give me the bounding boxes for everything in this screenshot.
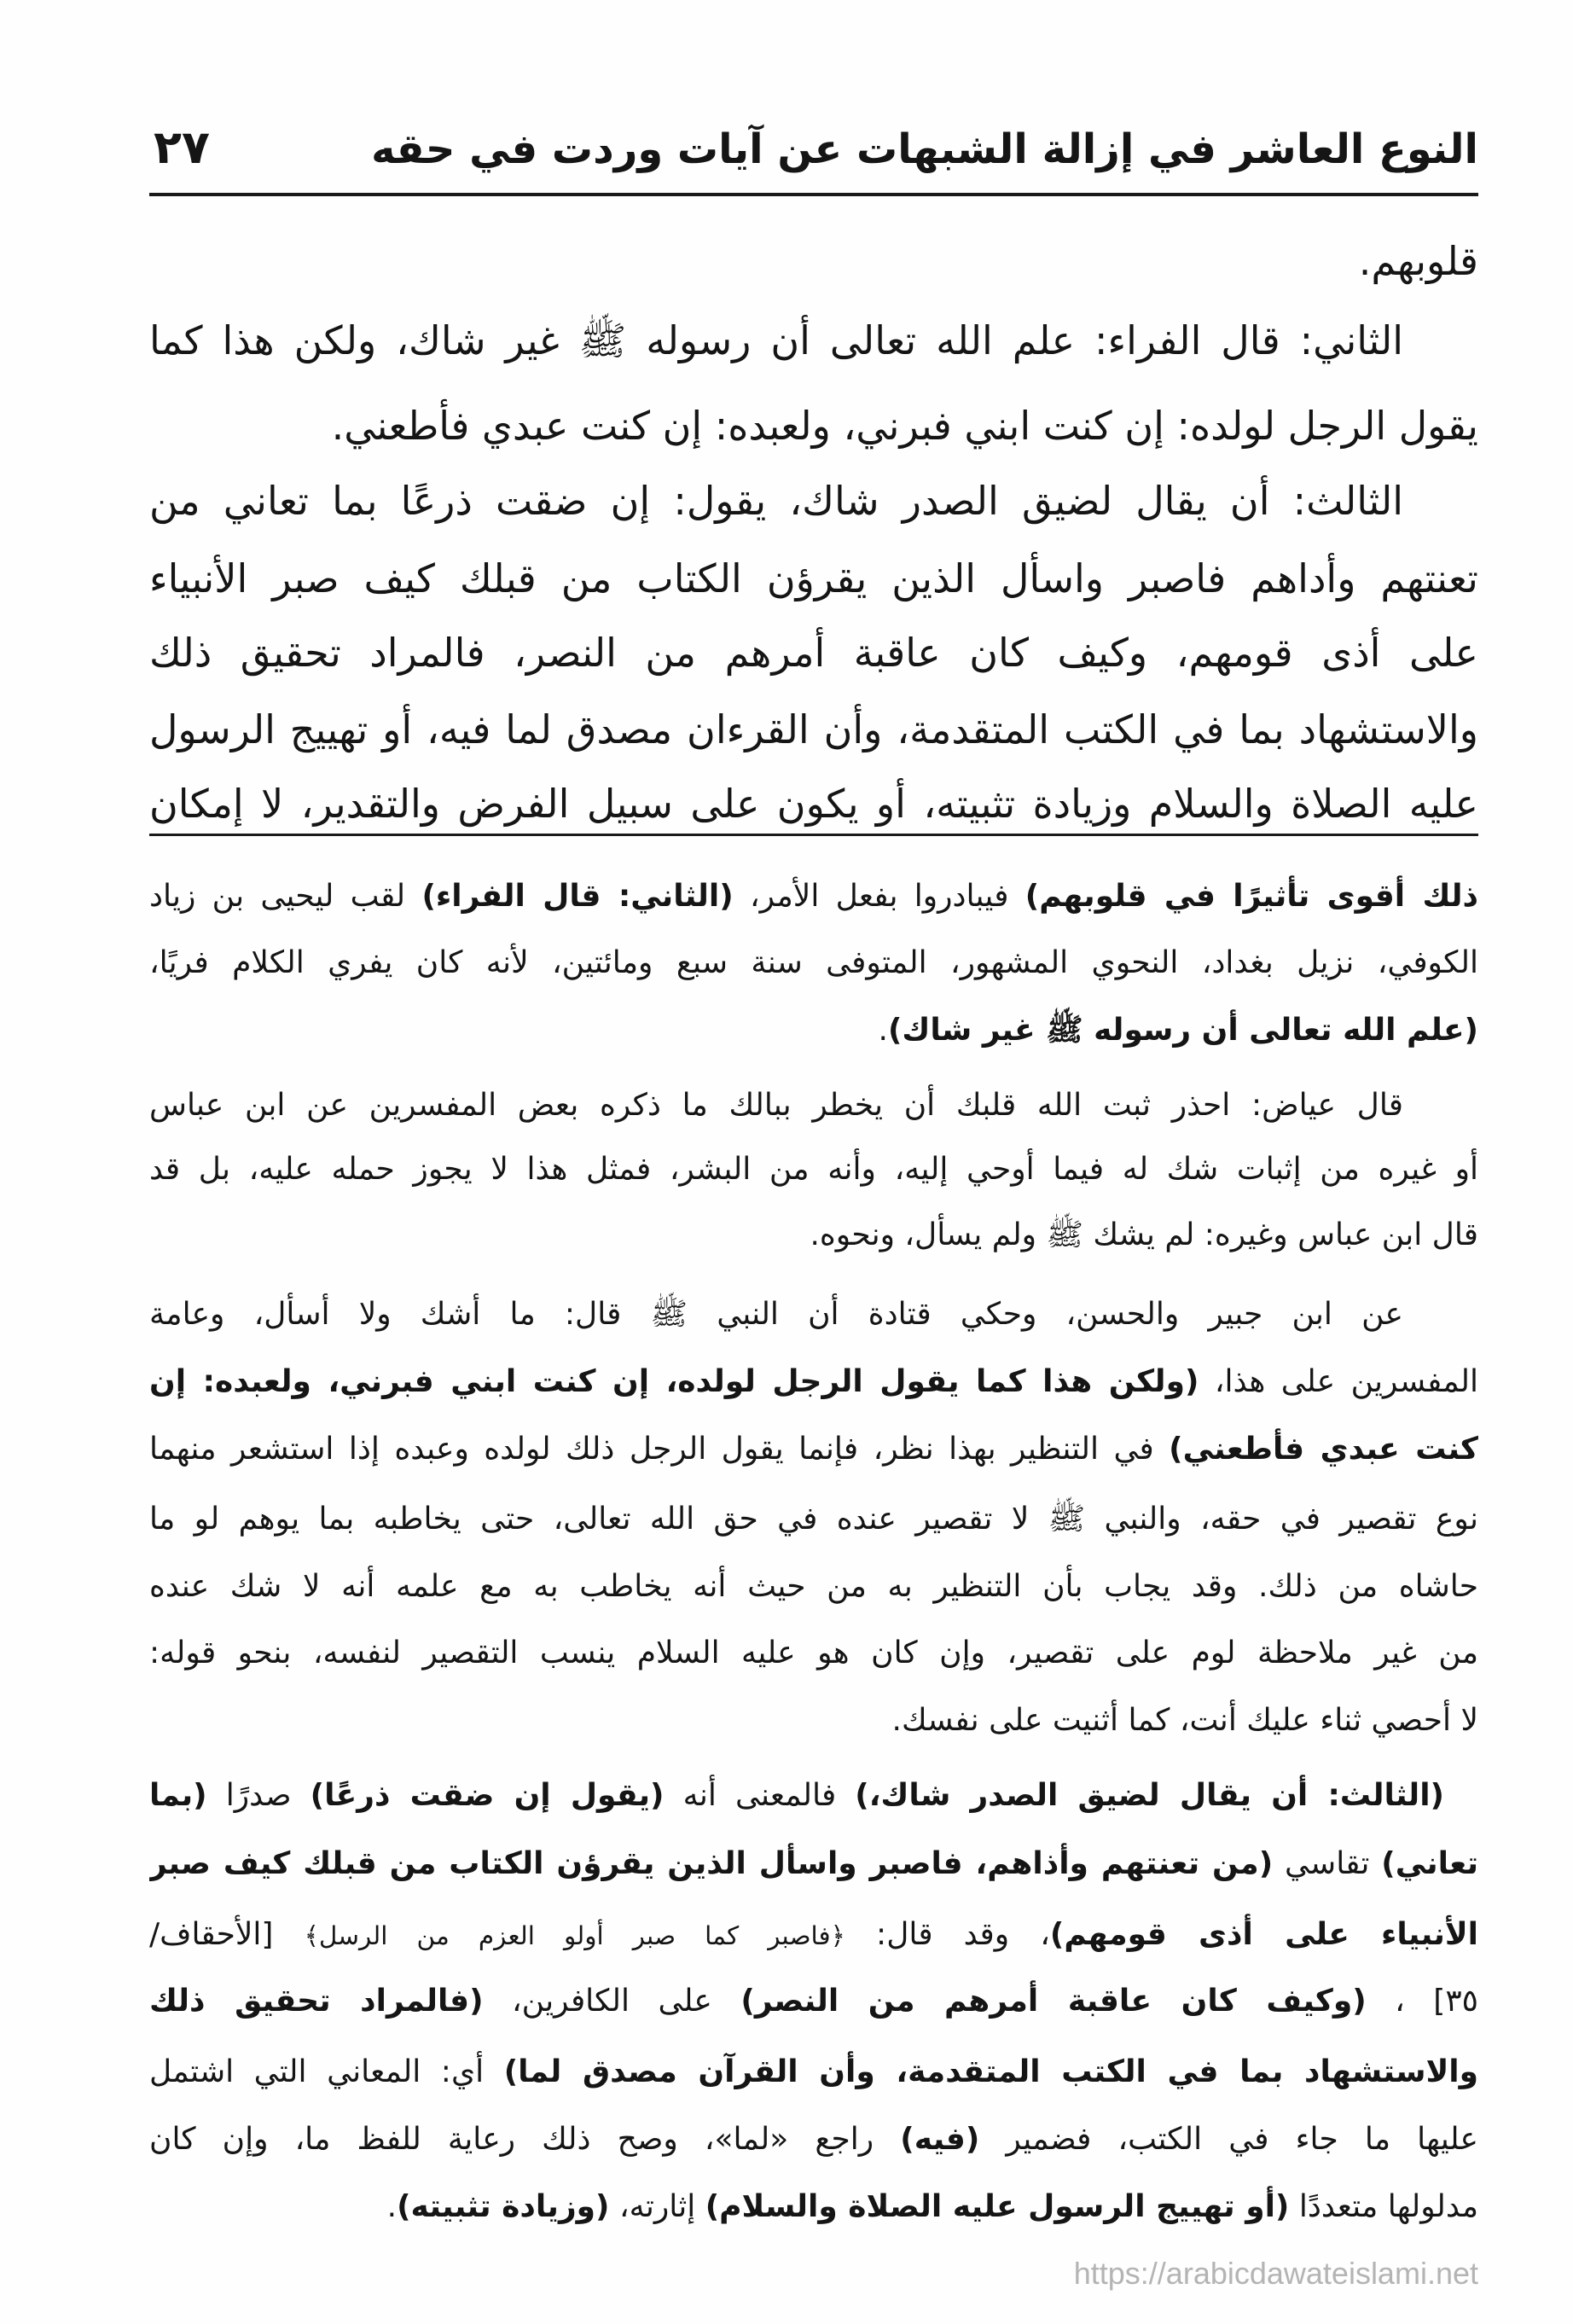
commentary-line xyxy=(149,1351,1478,1413)
text-run: مدلولها متعددًا xyxy=(1289,2189,1478,2224)
main-text-line xyxy=(149,770,1478,838)
text-run: فيبادروا بفعل الأمر، xyxy=(733,879,1025,914)
quoted-matn-text: (وزيادة تثبيته) xyxy=(397,2189,610,2224)
main-text-line xyxy=(149,467,1478,535)
quoted-matn-text: (الثاني: قال الفراء) xyxy=(421,879,734,914)
text-run: راجع «لما»، وصح ذلك رعاية للفظ ما، وإن كان xyxy=(149,2122,901,2157)
commentary-line xyxy=(149,1284,1478,1345)
commentary-line xyxy=(149,1690,1478,1752)
quoted-matn-text: كنت عبدي فأطعني) xyxy=(1169,1432,1478,1467)
commentary-line xyxy=(149,866,1478,927)
text-run: يقول الرجل لولده: إن كنت ابني فبرني، ولعبده: إن كنت عبدي فأطعني. xyxy=(331,403,1478,449)
text-run: إثارته، xyxy=(609,2189,705,2224)
main-text-line xyxy=(149,227,1478,295)
text-run: على الكافرين، xyxy=(483,1984,741,2019)
text-run: عليها ما جاء في الكتب، فضمير xyxy=(979,2122,1478,2157)
commentary-line xyxy=(149,933,1478,994)
text-run: أو غيره من إثبات شك له فيما أوحي إليه، وأنه من البشر، فمثل هذا لا يجوز حمله عليه، بل قد xyxy=(149,1152,1478,1187)
commentary-line xyxy=(149,1904,1478,1966)
text-run: فالمعنى أنه xyxy=(664,1778,856,1813)
text-run: الكوفي، نزيل بغداد، النحوي المشهور، المتوفى سنة سبع ومائتين، لأنه كان يفري الكلام فريًا، xyxy=(149,945,1478,980)
commentary-line xyxy=(149,1833,1478,1895)
quoted-matn-text: تعاني) xyxy=(1381,1846,1478,1881)
text-run: على أذى قومهم، وكيف كان عاقبة أمرهم من النصر، فالمراد تحقيق ذلك xyxy=(149,630,1478,676)
text-run: والاستشهاد بما في الكتب المتقدمة، وأن القرءان مصدق لما فيه، أو تهييج الرسول xyxy=(149,706,1478,752)
quoted-matn-text: (يقول إن ضقت ذرعًا) xyxy=(310,1778,665,1813)
quoted-matn-text: الأنبياء على أذى قومهم) xyxy=(1049,1917,1478,1952)
commentary-line xyxy=(149,1971,1478,2032)
commentary-separator xyxy=(149,834,1478,836)
quoted-matn-text: (من تعنتهم وأذاهم، فاصبر واسأل الذين يقرؤن الكتاب من قبلك كيف صبر xyxy=(149,1846,1274,1881)
main-text-line xyxy=(149,544,1478,613)
text-run: لا أحصي ثناء عليك أنت، كما أثنيت على نفسك. xyxy=(891,1703,1478,1738)
commentary-line xyxy=(149,1075,1478,1136)
text-run: . xyxy=(386,2189,398,2224)
main-text-line xyxy=(149,619,1478,687)
quoted-matn-text: (فالمراد تحقيق ذلك xyxy=(149,1984,484,2019)
commentary-line xyxy=(149,2176,1478,2238)
page-number: ٢٧ xyxy=(154,120,210,174)
commentary-line xyxy=(149,1623,1478,1684)
commentary-line xyxy=(149,2042,1478,2103)
chapter-running-title: النوع العاشر في إزالة الشبهات عن آيات وردت في حقه xyxy=(371,125,1478,173)
commentary-line xyxy=(149,1765,1478,1827)
source-url-watermark: https://arabicdawateislami.net xyxy=(1073,2256,1478,2291)
commentary-line xyxy=(149,1205,1478,1266)
commentary-line xyxy=(149,1419,1478,1480)
quoted-matn-text: (وكيف كان عاقبة أمرهم من النصر) xyxy=(740,1984,1367,2019)
text-run: قال عياض: احذر ثبت الله قلبك أن يخطر ببالك ما ذكره بعض المفسرين عن ابن عباس xyxy=(149,1088,1403,1123)
commentary-line xyxy=(149,1000,1478,1061)
text-run: . xyxy=(878,1013,888,1048)
text-run: الثاني: قال الفراء: علم الله تعالى أن رسوله ﷺ غير شاك، ولكن هذا كما xyxy=(149,317,1403,363)
quoted-matn-text: (فيه) xyxy=(900,2122,980,2157)
text-run: ٣٥] ، xyxy=(1366,1984,1478,2019)
quoted-matn-text: والاستشهاد بما في الكتب المتقدمة، وأن القرآن مصدق لما) xyxy=(503,2054,1478,2089)
text-run: من غير ملاحظة لوم على تقصير، وإن كان هو عليه السلام ينسب التقصير لنفسه، بنحو قوله: xyxy=(149,1636,1478,1670)
text-run: المفسرين على هذا، xyxy=(1199,1364,1478,1399)
text-run: نوع تقصير في حقه، والنبي ﷺ لا تقصير عنده في حق الله تعالى، حتى يخاطبه بما يوهم لو ما xyxy=(149,1502,1478,1537)
quoted-matn-text: (علم الله تعالى أن رسوله ﷺ غير شاك) xyxy=(887,1013,1478,1048)
commentary-line xyxy=(149,1556,1478,1618)
commentary-line xyxy=(149,1489,1478,1550)
header-rule xyxy=(149,193,1478,196)
text-run: [الأحقاف/ xyxy=(149,1917,305,1952)
text-run: لقب ليحيى بن زياد xyxy=(149,879,422,914)
quran-verse: ﴿فاصبر كما صبر أولو العزم من الرسل﴾ xyxy=(304,1921,845,1950)
text-run: عن ابن جبير والحسن، وحكي قتادة أن النبي ﷺ قال: ما أشك ولا أسأل، وعامة xyxy=(149,1297,1403,1332)
quoted-matn-text: (الثالث: أن يقال لضيق الصدر شاك،) xyxy=(855,1778,1444,1813)
commentary-line xyxy=(149,1139,1478,1200)
quoted-matn-text: (ولكن هذا كما يقول الرجل لولده، إن كنت ابني فبرني، ولعبده: إن xyxy=(149,1364,1199,1399)
text-run: ، وقد قال: xyxy=(845,1917,1050,1952)
text-run: تعنتهم وأداهم فاصبر واسأل الذين يقرؤن الكتاب من قبلك كيف صبر الأنبياء xyxy=(149,555,1478,601)
text-run: قلوبهم. xyxy=(1358,238,1478,284)
text-run: الثالث: أن يقال لضيق الصدر شاك، يقول: إن ضقت ذرعًا بما تعاني من xyxy=(149,478,1403,524)
quoted-matn-text: (أو تهييج الرسول عليه الصلاة والسلام) xyxy=(705,2189,1290,2224)
text-run: صدرًا xyxy=(206,1778,311,1813)
text-run: قال ابن عباس وغيره: لم يشك ﷺ ولم يسأل، ونحوه. xyxy=(810,1217,1478,1252)
quoted-matn-text: (بما xyxy=(149,1778,207,1813)
quoted-matn-text: ذلك أقوى تأثيرًا في قلوبهم) xyxy=(1024,879,1478,914)
commentary-line xyxy=(149,2109,1478,2170)
text-run: حاشاه من ذلك. وقد يجاب بأن التنظير به من حيث أنه يخاطب به مع علمه أنه لا شك عنده xyxy=(149,1569,1478,1604)
text-run: في التنظير بهذا نظر، فإنما يقول الرجل ذلك لولده وعبده إذا استشعر منهما xyxy=(149,1432,1170,1467)
main-text-line xyxy=(149,392,1478,460)
text-run: أي: المعاني التي اشتمل xyxy=(149,2054,504,2089)
text-run: عليه الصلاة والسلام وزيادة تثبيته، أو يكون على سبيل الفرض والتقدير، لا إمكان xyxy=(149,781,1478,827)
text-run: تقاسي xyxy=(1273,1846,1382,1881)
main-text-line xyxy=(149,695,1478,764)
main-text-line xyxy=(149,306,1478,375)
